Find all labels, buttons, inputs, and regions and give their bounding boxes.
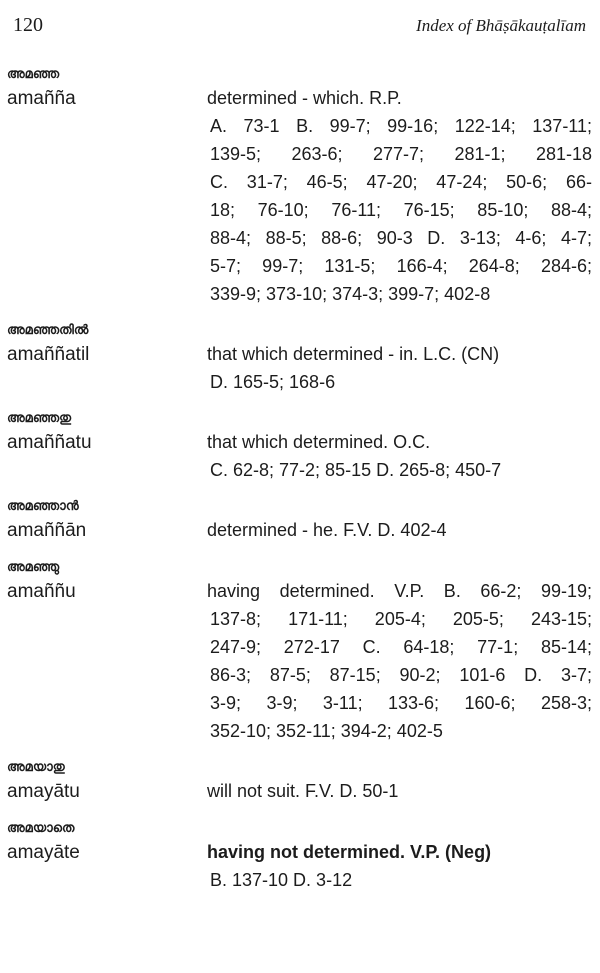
entry-transliteration: amaññatil xyxy=(7,344,90,365)
reference-line: 88-4; 88-5; 88-6; 90-3 D. 3-13; 4-6; 4-7; xyxy=(210,228,592,248)
index-entry xyxy=(0,820,600,894)
reference-line: 352-10; 352-11; 394-2; 402-5 xyxy=(210,721,443,741)
entry-definition xyxy=(207,84,592,308)
index-entry xyxy=(0,559,600,745)
definition-text: having determined. V.P. B. 66-2; 99-19; xyxy=(207,581,592,601)
entry-native-script: അമയാതു xyxy=(7,760,65,775)
reference-line: 3-9; 3-9; 3-11; 133-6; 160-6; 258-3; xyxy=(210,693,592,713)
page-number: 120 xyxy=(13,14,43,36)
reference-line: 247-9; 272-17 C. 64-18; 77-1; 85-14; xyxy=(210,637,592,657)
entry-native-script: അമഞ്ഞാൻ xyxy=(7,499,79,514)
reference-line: 5-7; 99-7; 131-5; 166-4; 264-8; 284-6; xyxy=(210,256,592,276)
entry-native-script: അമഞ്ഞ xyxy=(7,67,60,82)
entry-native-script: അമഞ്ഞതു xyxy=(7,411,72,426)
entry-native-script: അമയാതെ xyxy=(7,821,75,836)
entry-transliteration: amañña xyxy=(7,88,76,109)
reference-line: 18; 76-10; 76-11; 76-15; 85-10; 88-4; xyxy=(210,200,592,220)
running-title: Index of Bhāṣākauṭalīam xyxy=(416,16,586,35)
reference-line: 139-5; 263-6; 277-7; 281-1; 281-18 xyxy=(210,144,592,164)
entry-transliteration: amaññu xyxy=(7,581,76,602)
index-entry xyxy=(0,410,600,484)
page-header xyxy=(0,14,600,44)
definition-text: determined - he. F.V. D. 402-4 xyxy=(207,520,447,540)
reference-line: 86-3; 87-5; 87-15; 90-2; 101-6 D. 3-7; xyxy=(210,665,592,685)
entry-transliteration: amaññān xyxy=(7,520,87,541)
entry-transliteration: amaññatu xyxy=(7,432,92,453)
entry-transliteration: amayāte xyxy=(7,842,80,863)
reference-line: C. 31-7; 46-5; 47-20; 47-24; 50-6; 66- xyxy=(210,172,592,192)
definition-text: that which determined - in. L.C. (CN) xyxy=(207,344,500,364)
index-entry xyxy=(0,759,600,806)
reference-line: A. 73-1 B. 99-7; 99-16; 122-14; 137-11; xyxy=(210,116,592,136)
reference-line: B. 137-10 D. 3-12 xyxy=(210,870,353,890)
definition-text: determined - which. R.P. xyxy=(207,88,402,108)
index-entries xyxy=(0,66,600,908)
entry-definition xyxy=(207,777,592,806)
definition-text: that which determined. O.C. xyxy=(207,432,431,452)
entry-definition xyxy=(207,577,592,745)
index-entry xyxy=(0,66,600,308)
reference-line: 339-9; 373-10; 374-3; 399-7; 402-8 xyxy=(210,284,491,304)
reference-line: D. 165-5; 168-6 xyxy=(210,372,336,392)
entry-definition xyxy=(207,838,592,894)
definition-text: having not determined. V.P. (Neg) xyxy=(207,842,492,862)
entry-definition xyxy=(207,340,592,396)
entry-definition xyxy=(207,428,592,484)
entry-definition xyxy=(207,516,592,545)
entry-transliteration: amayātu xyxy=(7,781,80,802)
reference-line: 137-8; 171-11; 205-4; 205-5; 243-15; xyxy=(210,609,592,629)
definition-text: will not suit. F.V. D. 50-1 xyxy=(207,781,399,801)
reference-line: C. 62-8; 77-2; 85-15 D. 265-8; 450-7 xyxy=(210,460,502,480)
index-entry xyxy=(0,322,600,396)
index-entry xyxy=(0,498,600,545)
entry-native-script: അമഞ്ഞു xyxy=(7,560,60,575)
entry-native-script: അമഞ്ഞതിൽ xyxy=(7,323,89,338)
